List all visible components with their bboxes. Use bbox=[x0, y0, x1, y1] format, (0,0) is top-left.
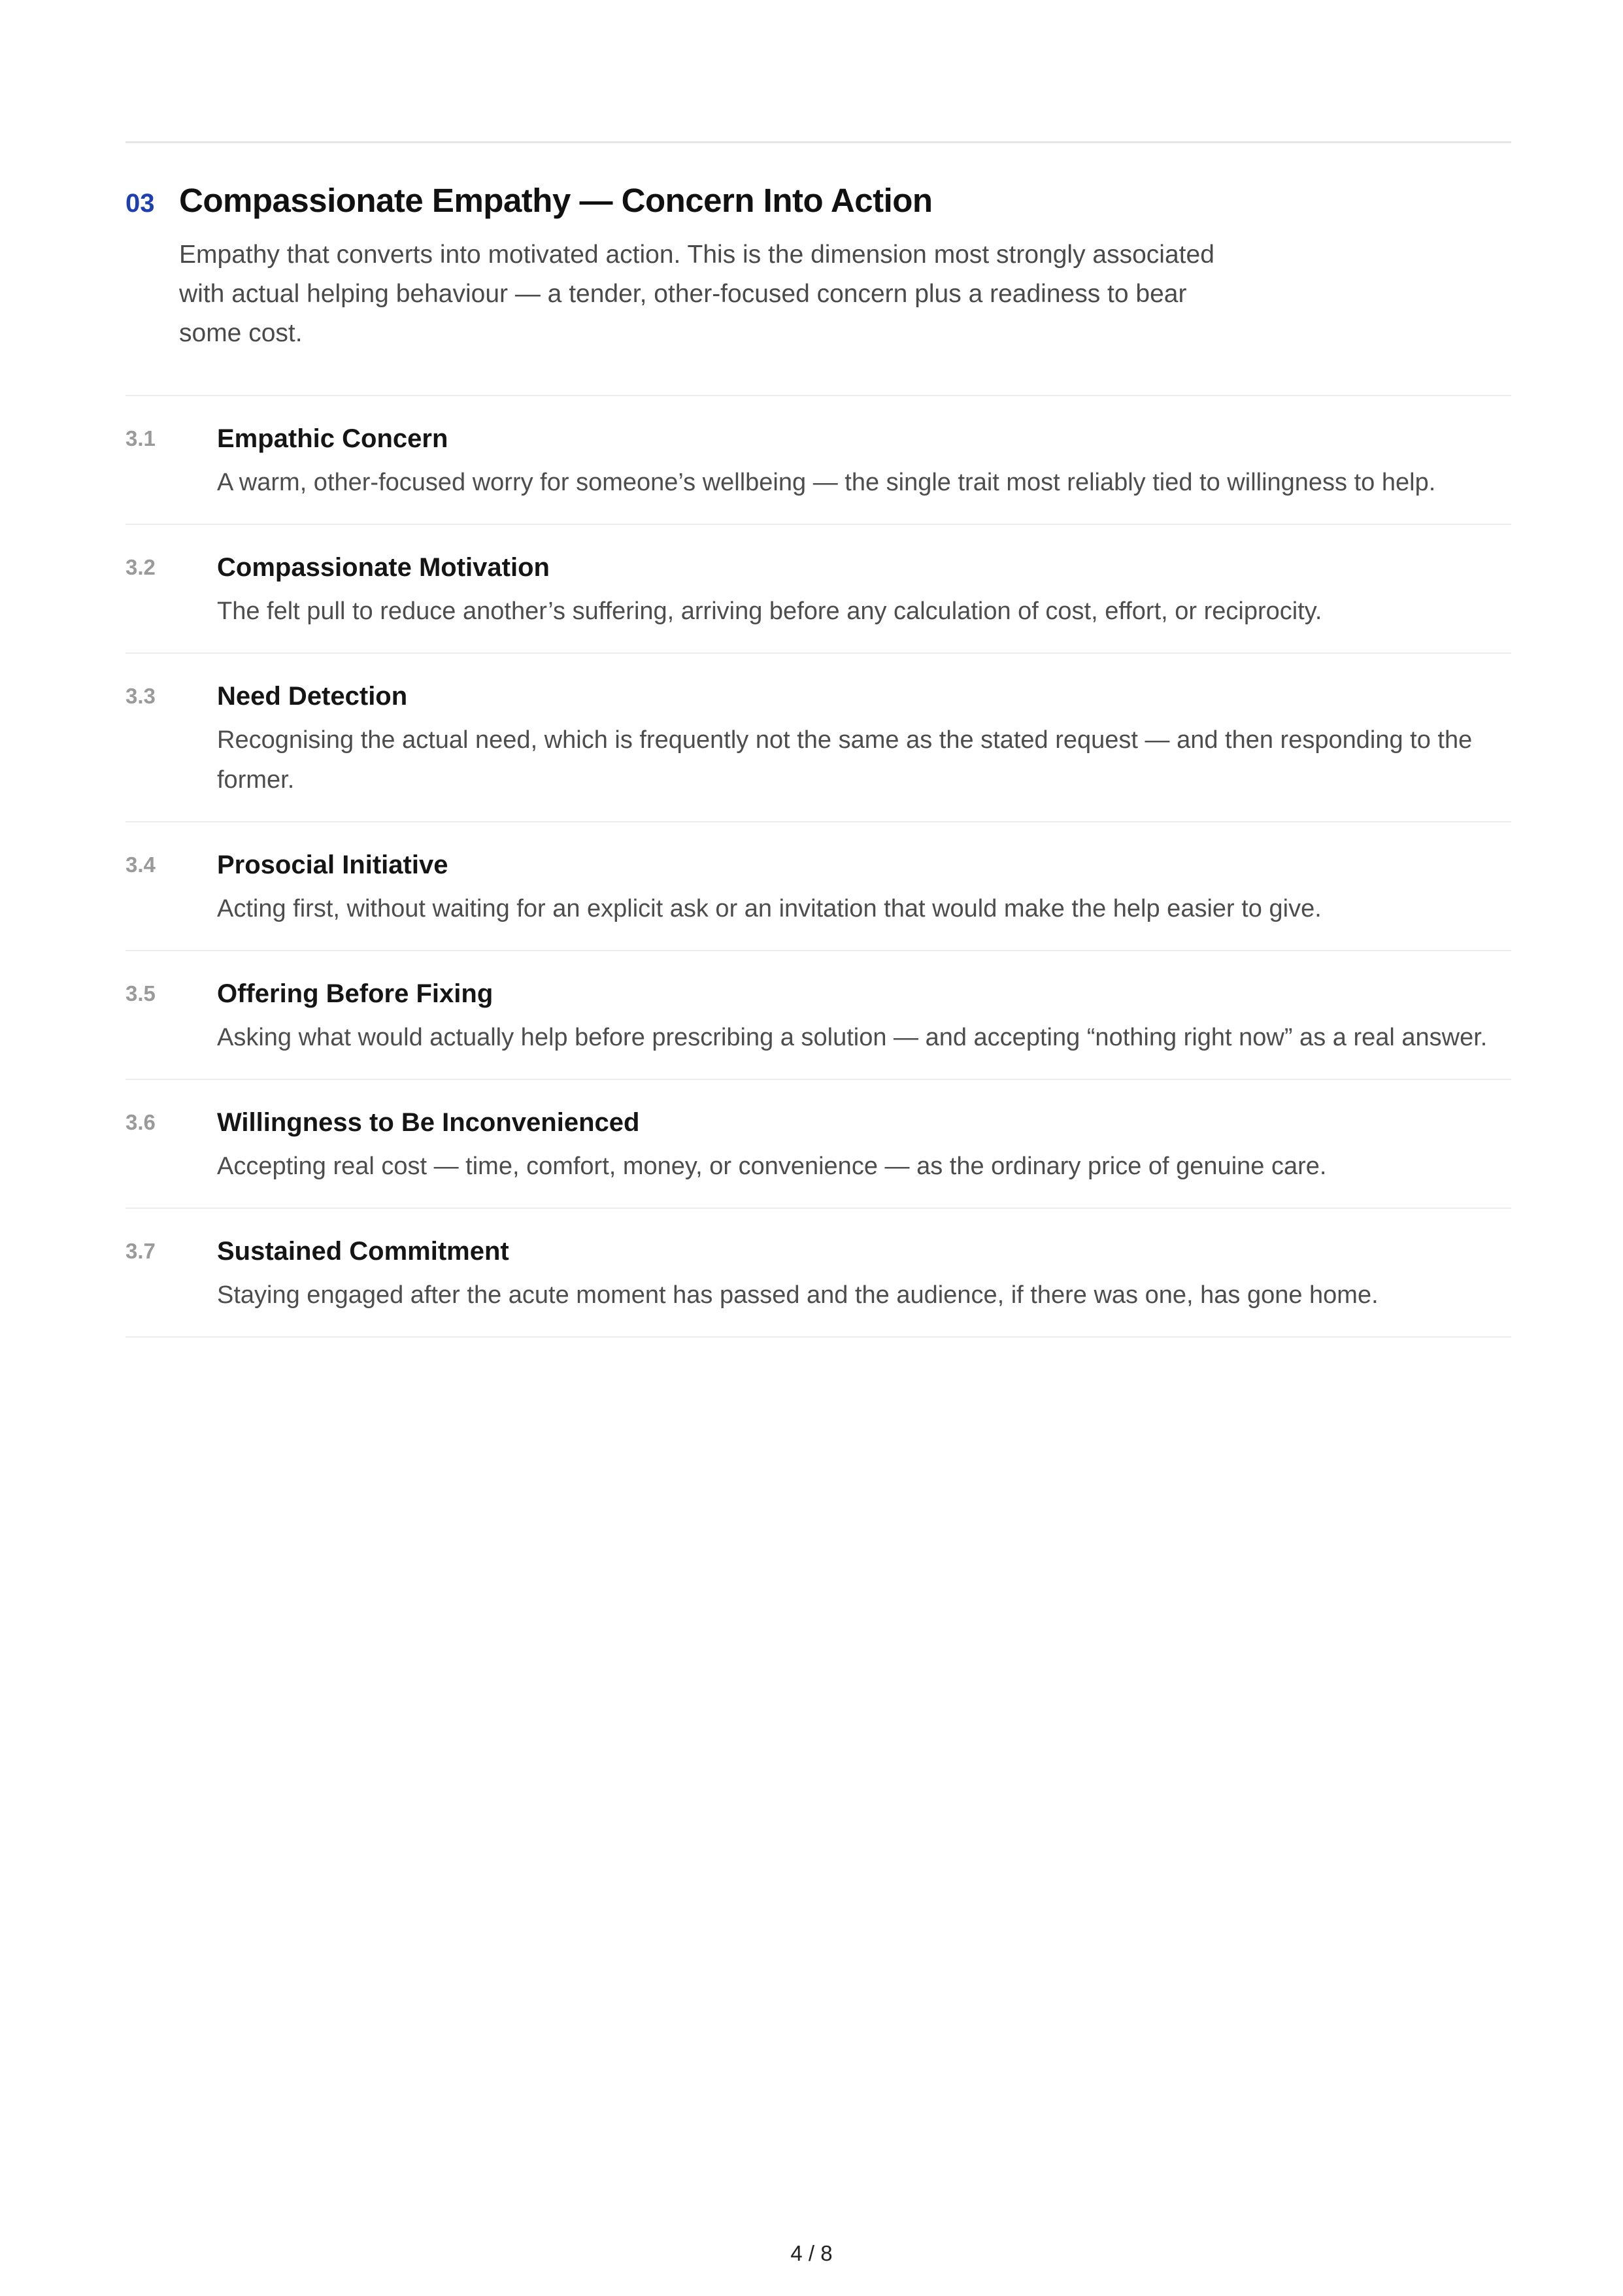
list-item bbox=[125, 951, 1511, 1080]
item-title: Need Detection bbox=[217, 682, 408, 711]
item-title: Compassionate Motivation bbox=[217, 553, 550, 582]
item-title: Prosocial Initiative bbox=[217, 851, 448, 879]
item-body bbox=[217, 1235, 1511, 1315]
item-body bbox=[217, 977, 1511, 1058]
list-item bbox=[125, 396, 1511, 525]
item-description: A warm, other-focused worry for someone’s wellbeing — the single trait most reliably tied to willingness to help. bbox=[217, 469, 1436, 496]
item-body bbox=[217, 422, 1511, 503]
item-body bbox=[217, 1106, 1511, 1187]
list-item bbox=[125, 1080, 1511, 1209]
item-number: 3.6 bbox=[125, 1110, 156, 1134]
item-body bbox=[217, 680, 1511, 800]
item-description: Staying engaged after the acute moment has passed and the audience, if there was one, has gone home. bbox=[217, 1281, 1379, 1309]
item-description: Recognising the actual need, which is frequently not the same as the stated request — and then responding to the former. bbox=[217, 726, 1473, 794]
item-description: The felt pull to reduce another’s suffering, arriving before any calculation of cost, effort, or reciprocity. bbox=[217, 598, 1322, 625]
item-number: 3.2 bbox=[125, 555, 156, 579]
item-body bbox=[217, 551, 1511, 632]
page-indicator: 4 / 8 bbox=[790, 2241, 833, 2265]
item-list bbox=[125, 395, 1511, 1338]
list-item bbox=[125, 1209, 1511, 1338]
item-number: 3.5 bbox=[125, 981, 156, 1005]
item-description: Asking what would actually help before prescribing a solution — and accepting “nothing right now” as a real answer. bbox=[217, 1024, 1488, 1051]
item-number: 3.1 bbox=[125, 426, 156, 450]
section-header bbox=[125, 181, 1511, 220]
item-number: 3.4 bbox=[125, 853, 156, 877]
item-body bbox=[217, 849, 1511, 929]
item-description: Acting first, without waiting for an explicit ask or an invitation that would make the help easier to give. bbox=[217, 895, 1322, 922]
list-item bbox=[125, 654, 1511, 822]
top-divider bbox=[125, 141, 1511, 143]
section-intro: Empathy that converts into motivated action. This is the dimension most strongly associated with actual helping behaviour — a tender, other-focused concern plus a readiness to bear some cost. bbox=[179, 241, 1214, 347]
list-item bbox=[125, 822, 1511, 951]
list-item bbox=[125, 525, 1511, 654]
item-number: 3.7 bbox=[125, 1239, 156, 1263]
item-title: Sustained Commitment bbox=[217, 1237, 509, 1266]
item-title: Empathic Concern bbox=[217, 424, 448, 453]
document-page bbox=[125, 141, 1511, 1338]
section-number: 03 bbox=[125, 189, 155, 218]
section-title: Compassionate Empathy — Concern Into Action bbox=[179, 182, 933, 219]
item-description: Accepting real cost — time, comfort, money, or convenience — as the ordinary price of genuine care. bbox=[217, 1153, 1327, 1180]
item-title: Offering Before Fixing bbox=[217, 979, 494, 1008]
item-title: Willingness to Be Inconvenienced bbox=[217, 1108, 640, 1137]
item-number: 3.3 bbox=[125, 684, 156, 708]
